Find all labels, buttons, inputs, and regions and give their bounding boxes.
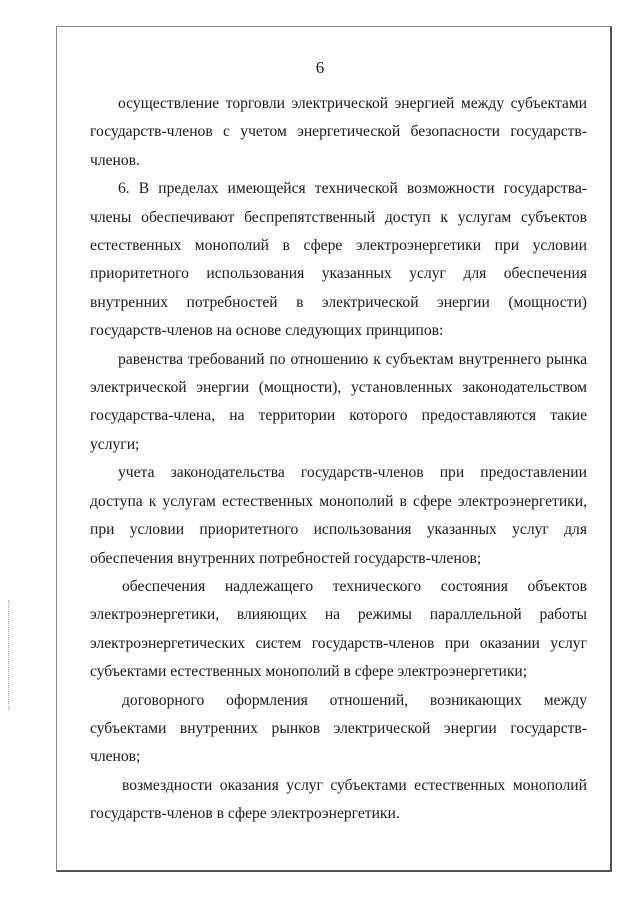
- paragraph-principle-contractual: договорного оформления отношений, возникающих между субъектами внутренних рынков электрической энергии государств-членов;: [90, 691, 587, 766]
- paragraph-trade-continuation: осуществление торговли электрической энергией между субъектами государств-членов с учетом энергетической безопасности государств-членов.: [90, 95, 587, 169]
- paragraph-item-6: 6. В пределах имеющейся технической возможности государства-члены обеспечивают беспрепятственный доступ к услугам субъектов естественных монополий в сфере электроэнергетики при условии приоритетного использования указанных услуг для обеспечения внутренних потребностей в электрической энергии (мощности) государств-членов на основе следующих принципов:: [90, 180, 587, 340]
- paragraph-principle-legislation: учета законодательства государств-членов при предоставлении доступа к услугам естественных монополий в сфере электроэнергетики, при условии приоритетного использования указанных услуг для обеспечения внутренних потребностей государств-членов;: [90, 464, 587, 567]
- paragraph-principle-compensation: возмездности оказания услуг субъектами естественных монополий государств-членов в сфере электроэнергетики.: [90, 776, 587, 823]
- paragraph-principle-technical-state: обеспечения надлежащего технического состояния объектов электроэнергетики, влияющих на режимы параллельной работы электроэнергетических систем государств-членов при оказании услуг субъектами естественных монополий в сфере электроэнергетики;: [90, 577, 587, 681]
- document-body: [90, 90, 587, 829]
- page-number: 6: [315, 58, 325, 77]
- paragraph-principle-equality: равенства требований по отношению к субъектам внутреннего рынка электрической энергии (мощности), установленных законодательством государства-члена, на территории которого предоставляются такие услуги;: [90, 350, 587, 453]
- scan-margin-artifact: [8, 600, 13, 710]
